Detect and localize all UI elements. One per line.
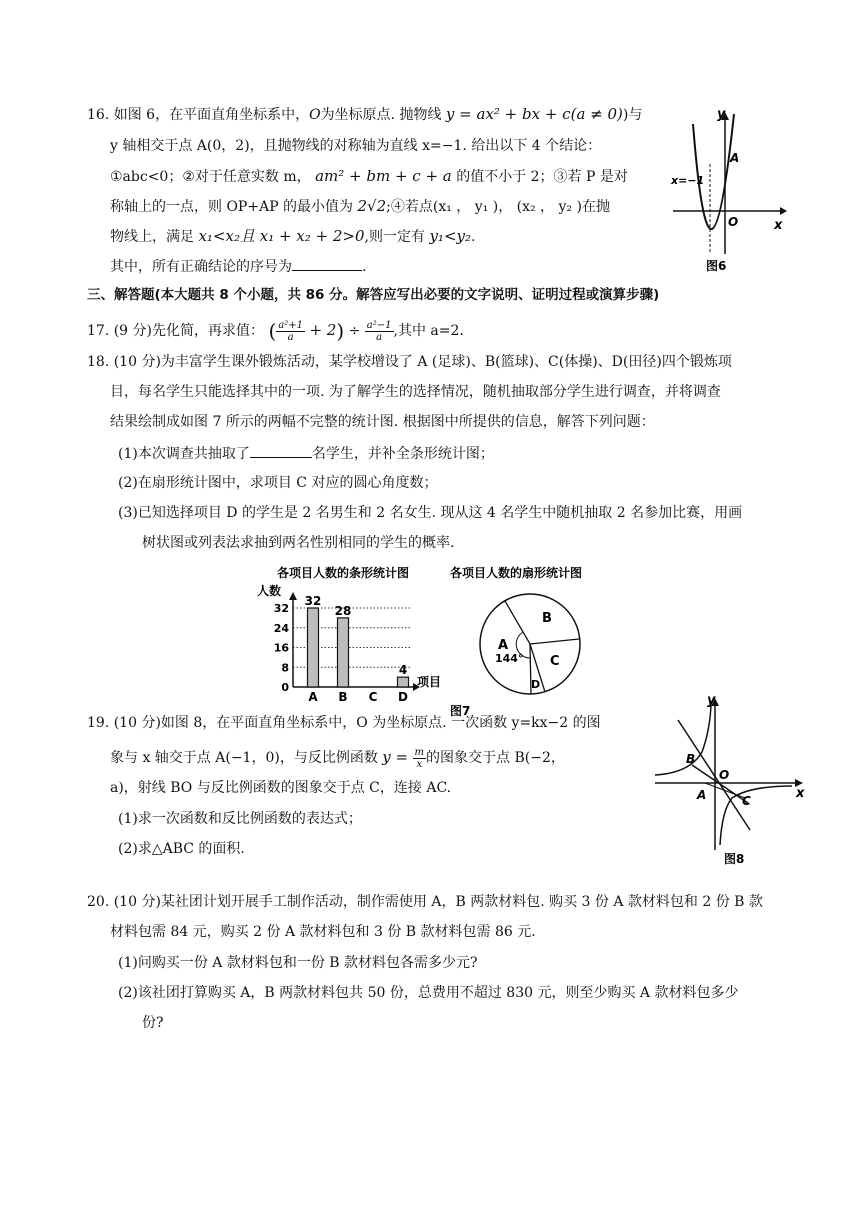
q16-line4 [110,196,610,217]
bar [308,608,319,687]
section-3-heading: 三、解答题(本大题共 8 个小题，共 86 分。解答应写出必要的文字说明、证明过程或演算步骤) [87,287,660,303]
q20-sub1: (1)问购买一份 A 款材料包和一份 B 款材料包各需多少元? [118,955,478,971]
q17-text: 17. (9 分)先化简，再求值： [87,323,264,339]
q19-line2 [110,744,565,770]
q16-text: ①abc<0；②对于任意实数 m， [110,169,311,185]
q16-line2: y 轴相交于点 A(0，2)，且抛物线的对称轴为直线 x=−1. 给出以下 4 个结论： [110,138,602,154]
q16-line6 [110,256,366,277]
bar-category-label: D [398,690,408,704]
q19-text: 象与 x 轴交于点 A(−1，0)，与反比例函数 [110,750,378,766]
fig8-label-B: B [686,752,696,766]
bar-chart-ytick-label: 16 [273,641,289,655]
fig6-label-x: x [774,218,783,233]
q16-text: 称轴上的一点，则 OP+AP 的最小值为 [110,199,354,215]
bar-chart-ytick-label: 32 [273,602,289,615]
q18-text: 名学生，并补全条形统计图； [311,446,494,462]
q19-sub2: (2)求△ABC 的面积. [118,841,245,857]
fig8-line-AB [678,720,750,830]
q19-text: 的图象交于点 B(−2， [426,750,565,766]
q18-sub1 [118,443,494,464]
answer-blank[interactable] [292,256,362,271]
q17-fraction-2: $\frac{\text{a²−1}}{a}$ [366,319,392,343]
fig8-label-x: x [796,786,805,801]
fig6-label-A: A [730,151,740,165]
bar [398,677,409,687]
q16-condition: x₁<x₂且 x₁ + x₂ + 2>0 [198,227,365,245]
bar-category-label: C [368,690,378,704]
bar-chart-ytick-label: 0 [281,681,289,694]
q16-text: ,则一定有 [364,229,425,245]
bars-layer [274,592,420,704]
q16-text: 16. 如图 6，在平面直角坐标系中， [87,107,310,123]
q18-sub3: (3)已知选择项目 D 的学生是 2 名男生和 2 名女生. 现从这 4 名学生中随机抽取 2 名参加比赛，用画 [118,505,743,521]
fig8-label-O: O [719,768,730,782]
q19-line1: 19. (10 分)如图 8，在平面直角坐标系中，O 为坐标原点. 一次函数 y=kx−2 的图 [87,715,601,731]
q16-conclusion: y₁<y₂ [429,227,471,245]
q17-line: 17. (9 分)先化简，再求值： ( $\frac{\text{a²+1}}{a}$ + 2) ÷ $\frac{\text{a²−1}}{a}$ ,其中 a=2. [87,319,464,343]
q16-expression: am² + bm + c + a [315,167,452,185]
pie-chart [448,562,598,722]
q16-text: . [471,229,476,245]
bar-value-label: 4 [398,663,408,678]
q19-sub1: (1)求一次函数和反比例函数的表达式； [118,811,362,827]
q16-text: 的值不小于 2；③若 P 是对 [456,169,628,185]
bar-category-label: A [308,690,318,704]
q16-text: 物线上，满足 [110,229,194,245]
pie-label-B: B [542,611,552,626]
q16-text: 其中，所有正确结论的序号为 [110,259,292,275]
q19-fraction: $\frac{m}{x}$ [414,746,425,770]
fig6-label-axis: x=−1 [671,174,705,187]
bar-chart-xlabel: 项目 [417,675,442,689]
q18-line2: 目，每名学生只能选择其中的一项. 为了解学生的选择情况，随机抽取部分学生进行调查，并将调查 [110,384,721,400]
fig6-label-O: O [728,215,739,229]
bar-chart-ylabel: 人数 [257,584,282,598]
pie-label-A: A [498,638,509,653]
q16-text: )与 [622,107,643,123]
q16-line1 [87,104,642,125]
fig6-x-arrow [780,207,787,215]
q18-sub2: (2)在扇形统计图中，求项目 C 对应的圆心角度数； [118,475,438,491]
bar [338,618,349,687]
fig6-label-y: y [717,107,726,122]
q18-line1: 18. (10 分)为丰富学生课外锻炼活动，某学校增设了 A (足球)、B(篮球)、C(体操)、D(田径)四个锻炼项 [87,354,732,370]
q20-line2: 材料包需 84 元，购买 2 份 A 款材料包和 3 份 B 款材料包需 86 元. [110,924,536,940]
q18-text: (1)本次调查共抽取了 [118,446,250,462]
q16-text: . [362,259,367,275]
q20-line1: 20. (10 分)某社团计划开展手工制作活动，制作需使用 A，B 两款材料包. 购买 3 份 A 款材料包和 2 份 B 款 [87,894,763,910]
bar-chart-y-arrow [289,592,297,600]
bar-chart-ytick-label: 24 [273,621,289,635]
q17-text: ,其中 a=2. [393,323,464,339]
bar-category-label: B [338,690,348,704]
bar-value-label: 32 [304,594,322,608]
bar-chart [255,562,455,722]
bar-chart-title: 各项目人数的条形统计图 [277,566,410,580]
q18-sub3-cont: 树状图或列表法求抽到两名性别相同的学生的概率. [142,535,455,551]
q16-parabola-formula: y = ax² + bx + c(a ≠ 0) [445,105,623,123]
q20-sub2-cont: 份? [142,1015,164,1031]
pie-label-C: C [550,654,560,669]
pie-chart-title: 各项目人数的扇形统计图 [450,566,583,580]
q16-min-value: 2√2 [357,197,387,215]
q16-line3 [110,166,628,187]
figure-6 [668,104,788,274]
fig8-hyperbola-right [720,786,792,845]
q16-line5 [110,226,475,247]
q20-sub2: (2)该社团打算购买 A，B 两款材料包共 50 份，总费用不超过 830 元，则至少购买 A 款材料包多少 [118,985,739,1001]
q16-text: O [309,107,321,123]
fig8-label-A: A [697,788,707,802]
pie-angle-label: 144° [495,652,524,665]
fig8-caption: 图8 [724,852,745,866]
pie-label-D: D [531,678,541,691]
q16-text: 为坐标原点. 抛物线 [320,107,442,123]
fig6-parabola [693,114,734,229]
q18-line3: 结果绘制成如图 7 所示的两幅不完整的统计图. 根据图中所提供的信息，解答下列问题： [110,414,655,430]
bar-value-label: 28 [334,603,352,618]
q17-fraction-1: $\frac{\text{a²+1}}{a}$ [278,319,303,343]
q17-divide: ÷ [348,323,361,339]
q16-text: ;④若点(x₁ ， y₁ )， (x₂ ， y₂ )在抛 [386,199,610,215]
figure-8 [650,690,810,870]
fig8-label-C: C [742,794,751,808]
q17-plus-two: + 2 [309,321,337,339]
q19-y-equals: y = [382,748,409,766]
bar-chart-ytick-label: 8 [281,661,289,675]
q19-line3: a)，射线 BO 与反比例函数的图象交于点 C，连接 AC. [110,780,452,796]
fig8-hyperbola-left [655,705,711,775]
figure-7-caption: 图7 [450,704,471,718]
fig8-segment-AC [705,783,745,798]
fig8-label-y: y [707,693,716,708]
answer-blank[interactable] [250,443,312,458]
fig6-caption: 图6 [706,259,727,273]
